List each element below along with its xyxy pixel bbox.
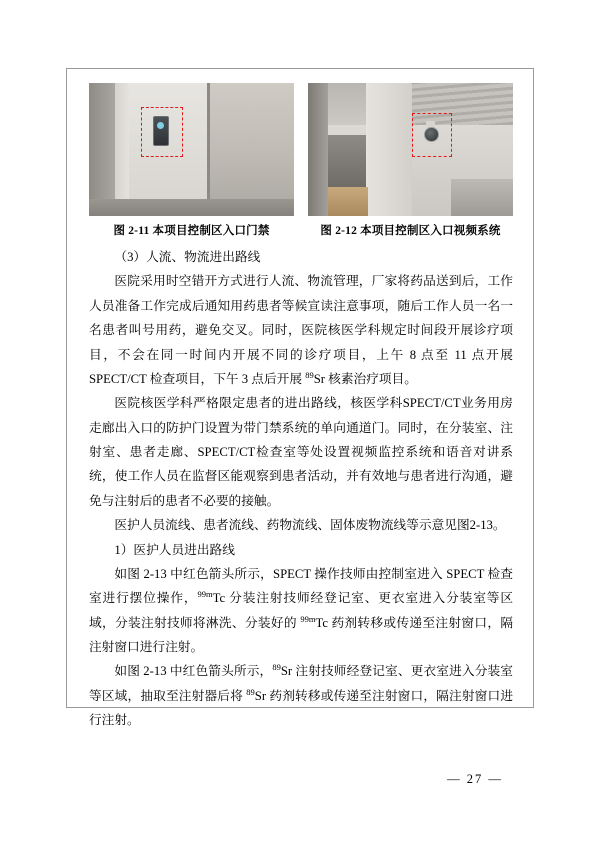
red-dashed-highlight-box bbox=[412, 113, 452, 157]
photo-lower-wall bbox=[451, 179, 513, 216]
photo-column bbox=[366, 83, 412, 216]
photo-door-access bbox=[89, 83, 294, 216]
paragraph-flow-management: 医院采用时空错开方式进行人流、物流管理，厂家将药品送到后，工作人员准备工作完成后通知用药患者等候宣读注意事项，随后工作人员一名一名患者叫号用药，避免交叉。同时，医院核医学科规定时间段开展诊疗项目，不会在同一时间内开展不同的诊疗项目，上午 8 点至 11 点开展 SPECT/CT 检查项目，下午 3 点后开展 $^{89}$Sr 核素治疗项目。 bbox=[89, 274, 513, 386]
figure-2-11-label: 图 2-11 bbox=[113, 225, 150, 237]
photo-door-frame bbox=[115, 83, 129, 216]
paragraph-staff-route-tc: 如图 2-13 中红色箭头所示，SPECT 操作技师由控制室进入 SPECT 检查室进行摆位操作，$^{99m}$Tc 分装注射技师经登记室、更衣室进入分装室等区域，分装注射技师将淋洗、分装好的 $^{99m}$Tc 药剂转移或传递至注射窗口，隔注射窗口进行注射。 bbox=[89, 566, 514, 654]
photo-door-edge bbox=[207, 83, 210, 216]
photo-wall-left bbox=[89, 83, 115, 216]
figure-2-12-caption bbox=[308, 222, 513, 238]
section-heading-1: 1）医护人员进出路线 bbox=[114, 542, 235, 557]
figure-2-11-text: 本项目控制区入口门禁 bbox=[152, 225, 270, 237]
photo-floor bbox=[89, 199, 294, 216]
page-footer bbox=[0, 772, 600, 787]
photo-window bbox=[328, 135, 366, 187]
paragraph-patient-route: 医院核医学科严格限定患者的进出路线，核医学科SPECT/CT业务用房走廊出入口的防护门设置为带门禁系统的单向通道门。同时，在分装室、注射室、患者走廊、SPECT/CT检查室等处设置视频监控系统和语音对讲系统，使工作人员在监督区能观察到患者活动，并有效地与患者进行沟通，避免与注射后的患者不必要的接触。 bbox=[89, 396, 513, 508]
figure-2-12-label: 图 2-12 bbox=[320, 225, 358, 237]
figure-2-11-caption bbox=[89, 222, 294, 238]
figure-2-11 bbox=[89, 83, 294, 238]
figure-2-12-text: 本项目控制区入口视频系统 bbox=[360, 225, 501, 237]
section-heading-3: （3）人流、物流进出路线 bbox=[114, 250, 261, 264]
paragraph-flow-diagram-ref: 医护人员流线、患者流线、药物流线、固体废物流线等示意见图2-13。 bbox=[114, 518, 506, 533]
photo-cardboard-box bbox=[328, 187, 368, 216]
page-inner-content bbox=[89, 83, 513, 733]
figures-row bbox=[89, 83, 513, 238]
page-number: — 27 — bbox=[447, 772, 503, 786]
photo-video-system bbox=[308, 83, 513, 216]
figure-2-12 bbox=[308, 83, 513, 238]
page-content-frame bbox=[66, 68, 534, 728]
paragraph-staff-route-sr: 如图 2-13 中红色箭头所示，$^{89}$Sr 注射技师经登记室、更衣室进入分装室等区域，抽取至注射器后将 $^{89}$Sr 药剂转移或传递至注射窗口，隔注射窗口进行注射。 bbox=[89, 662, 514, 728]
photo-door bbox=[207, 83, 294, 216]
red-dashed-highlight-box bbox=[141, 107, 183, 157]
photo-left-shadow bbox=[308, 83, 328, 216]
